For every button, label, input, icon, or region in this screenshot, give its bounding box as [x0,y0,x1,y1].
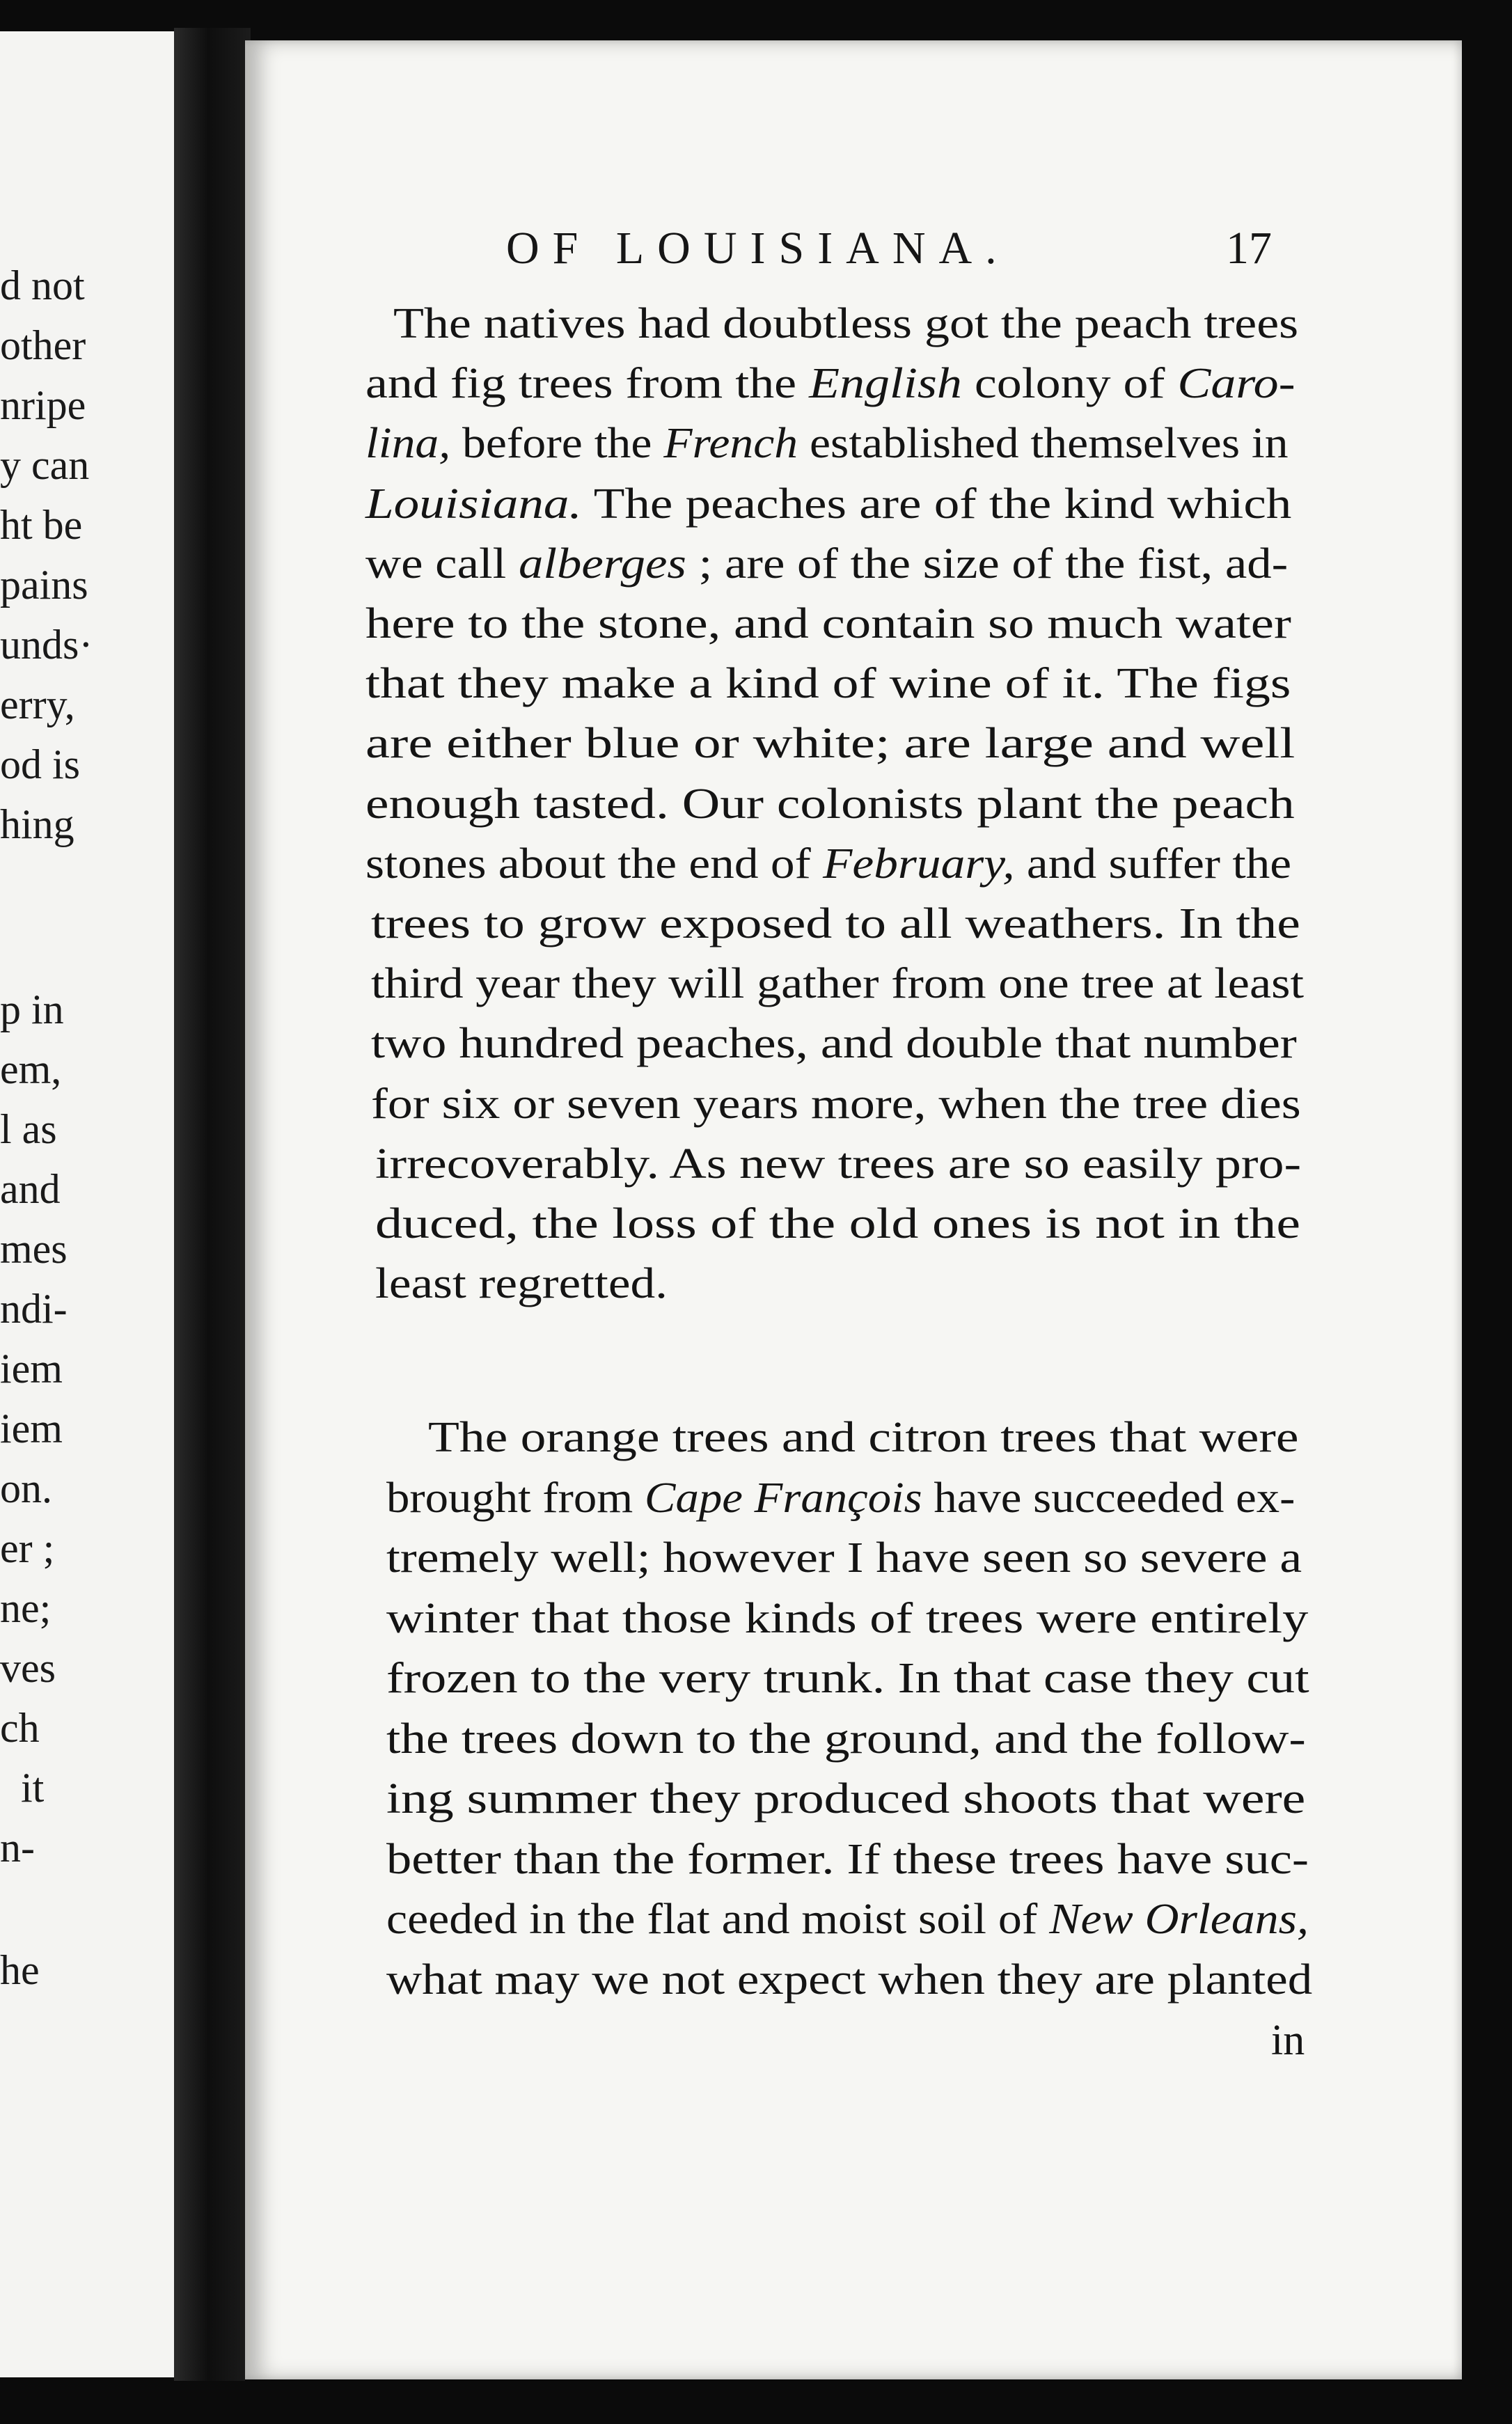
text-line [371,1080,1301,1128]
previous-page-line: d not [0,262,85,308]
previous-page-line: od is [0,741,81,787]
text-segment: The orange trees and citron trees that were [428,1414,1299,1461]
previous-page-line: mes [0,1226,68,1272]
previous-page-line: hing [0,801,74,847]
text-segment: better than the former. If these trees have suc- [386,1835,1309,1883]
text-segment: least regretted. [375,1260,668,1308]
text-line [386,1895,1309,1944]
previous-page-line: y can [0,442,90,488]
text-segment: enough tasted. Our colonists plant the peach [365,780,1295,828]
text-line [371,959,1304,1008]
text-segment: brought from [386,1474,645,1522]
previous-page-line: unds· [0,622,93,668]
text-segment: ; are of the size of the fist, ad- [686,540,1289,588]
previous-page-line: ne; [0,1585,52,1631]
previous-page-line: iem [0,1406,63,1451]
text-line [371,899,1300,948]
text-line [365,359,1296,408]
previous-page-line: erry, [0,682,75,727]
text-line [365,659,1291,708]
page-header [506,217,1272,280]
page-number: 17 [1226,223,1272,274]
previous-page-line: nripe [0,382,86,428]
previous-page-line: pains [0,562,88,608]
previous-page-line: other [0,322,86,368]
text-segment: February, [823,840,1015,888]
previous-page-line: it [21,1765,45,1811]
text-segment: here to the stone, and contain so much water [365,600,1291,647]
running-title: OF LOUISIANA. [506,223,1010,274]
previous-page-line: ht be [0,502,83,548]
previous-page-line: er ; [0,1525,55,1571]
scan-bottom-border [245,2379,1498,2424]
text-line [386,1715,1306,1763]
text-line [365,719,1295,768]
text-segment: French [663,420,798,468]
text-line [375,1199,1300,1248]
text-line [365,419,1289,468]
text-segment: Cape François [644,1474,922,1522]
previous-page-line: ch [0,1705,40,1751]
catchword: in [1271,2017,1305,2064]
text-line [365,780,1295,828]
text-segment: tremely well; however I have seen so severe a [386,1534,1302,1582]
text-segment: alberges [518,540,686,588]
previous-page-line: ndi- [0,1286,68,1332]
previous-page-line: n- [0,1825,35,1871]
text-line [386,1955,1312,2004]
text-line [386,1594,1308,1643]
text-segment: Caro- [1177,360,1296,408]
previous-page-line: em, [0,1046,62,1092]
text-segment: before the [450,420,664,468]
text-segment: that they make a kind of wine of it. The figs [365,660,1291,708]
text-segment: lina, [365,420,451,468]
text-line [371,1019,1297,1068]
text-segment: third year they will gather from one tree at least [371,960,1305,1008]
text-segment: we call [365,540,519,588]
text-segment: trees to grow exposed to all weathers. In the [371,900,1300,947]
text-segment: winter that those kinds of trees were entirely [386,1594,1309,1642]
text-segment: established themselves in [798,420,1289,468]
text-segment: New Orleans, [1049,1896,1309,1943]
text-segment: have succeeded ex- [922,1474,1296,1522]
previous-page-line: iem [0,1346,63,1392]
text-segment: English [809,360,962,408]
text-line [428,1413,1298,1462]
previous-page-line: ves [0,1645,56,1691]
previous-page-line: on. [0,1465,52,1511]
text-line [375,1259,668,1308]
text-segment: ceeded in the flat and moist soil of [386,1896,1050,1943]
text-segment: frozen to the very trunk. In that case they cut [386,1655,1309,1702]
text-line [393,299,1298,348]
text-line [375,1140,1301,1188]
text-segment: and suffer the [1014,840,1292,888]
previous-page-line: and [0,1166,61,1212]
text-line [365,480,1291,528]
text-segment: what may we not expect when they are planted [386,1955,1313,2004]
text-line [386,1654,1309,1703]
text-segment: Louisiana. [365,480,582,528]
text-line [365,840,1291,888]
previous-page-line: p in [0,986,64,1032]
book-gutter [174,28,251,2381]
previous-page-line: l as [0,1106,57,1152]
text-segment: and fig trees from the [365,360,810,408]
text-line [365,599,1291,648]
text-line [386,1534,1302,1582]
text-segment: stones about the end of [365,840,824,888]
text-line [365,540,1288,588]
text-segment: colony of [961,360,1178,408]
text-segment: The natives had doubtless got the peach trees [393,300,1299,347]
text-segment: ing summer they produced shoots that were [386,1775,1306,1823]
text-segment: two hundred peaches, and double that number [371,1020,1297,1068]
text-segment: The peaches are of the kind which [581,480,1292,528]
text-segment: are either blue or white; are large and well [365,720,1296,768]
text-segment: irrecoverably. As new trees are so easily pro- [375,1140,1302,1188]
text-segment: for six or seven years more, when the tree dies [371,1080,1301,1128]
text-segment: the trees down to the ground, and the follow- [386,1715,1306,1763]
text-line [386,1835,1309,1884]
text-segment: duced, the loss of the old ones is not in the [375,1200,1300,1248]
previous-page-line: he [0,1947,40,1993]
text-line [386,1774,1305,1823]
text-line [386,1474,1295,1522]
